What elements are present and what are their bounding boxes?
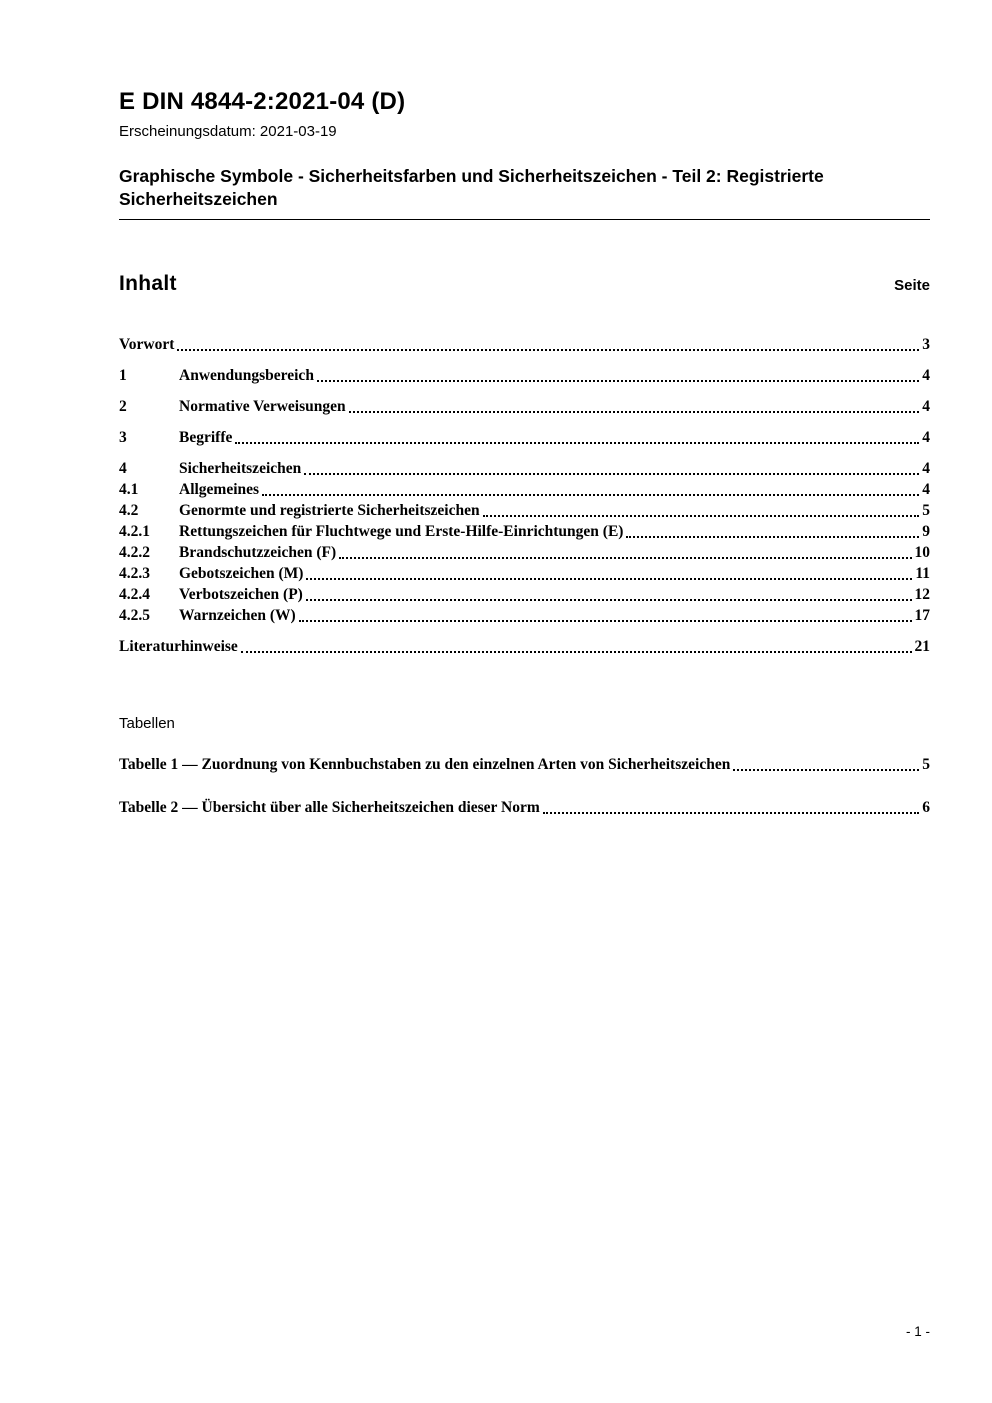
toc-header xyxy=(119,272,930,296)
dotted-leader xyxy=(483,515,920,517)
toc-entry-number: 4.2 xyxy=(119,502,139,520)
toc-entry-number: 4.2.4 xyxy=(119,586,150,604)
dotted-leader xyxy=(306,599,912,601)
toc-entry-page: 11 xyxy=(915,565,930,583)
toc-entry-page: 5 xyxy=(922,502,930,520)
toc-entry-label: Normative Verweisungen xyxy=(179,398,346,416)
table-entry-page: 6 xyxy=(922,799,930,817)
toc-entry-label: Vorwort xyxy=(119,336,175,354)
page-number: - 1 - xyxy=(905,1324,930,1339)
toc-entry xyxy=(119,500,930,521)
toc-entry-page: 21 xyxy=(914,638,930,656)
toc-entry-label: Brandschutzzeichen (F) xyxy=(179,544,337,562)
dotted-leader xyxy=(306,578,912,580)
toc-heading: Inhalt xyxy=(119,272,177,296)
publish-date: Erscheinungsdatum: 2021-03-19 xyxy=(119,123,337,140)
dotted-leader xyxy=(299,620,912,622)
toc-entry-number: 3 xyxy=(119,429,127,447)
tables-heading: Tabellen xyxy=(119,715,175,733)
toc-entry xyxy=(119,427,930,448)
toc-entry-page: 10 xyxy=(914,544,930,562)
toc-entry-page: 4 xyxy=(922,481,930,499)
toc-entry-page: 4 xyxy=(922,398,930,416)
toc-entry xyxy=(119,636,930,657)
table-entry-page: 5 xyxy=(922,756,930,774)
dotted-leader xyxy=(317,380,919,382)
toc-entry-page: 4 xyxy=(922,460,930,478)
toc-entry-number: 4.1 xyxy=(119,481,139,499)
toc-entry-label: Begriffe xyxy=(179,429,233,447)
dotted-leader xyxy=(339,557,911,559)
toc-entry-page: 12 xyxy=(914,586,930,604)
document-title: Graphische Symbole - Sicherheitsfarben und Sicherheitszeichen - Teil 2: Registrierte Sicherheitszeichen xyxy=(119,165,930,220)
toc-entry-page: 4 xyxy=(922,367,930,385)
table-entry-label: Tabelle 1 — Zuordnung von Kennbuchstaben zu den einzelnen Arten von Sicherheitszeichen xyxy=(119,756,731,774)
toc-entry xyxy=(119,396,930,417)
toc-entry xyxy=(119,605,930,626)
toc-entry-label: Verbotszeichen (P) xyxy=(179,586,303,604)
toc-entry-label: Genormte und registrierte Sicherheitszeichen xyxy=(179,502,480,520)
dotted-leader xyxy=(241,651,912,653)
dotted-leader xyxy=(235,442,919,444)
toc-entry-number: 2 xyxy=(119,398,127,416)
toc-entry-number: 1 xyxy=(119,367,127,385)
toc-entry-page: 3 xyxy=(922,336,930,354)
page-column-label: Seite xyxy=(894,277,930,295)
document-code: E DIN 4844-2:2021-04 (D) xyxy=(119,88,406,115)
toc-entry-number: 4.2.3 xyxy=(119,565,150,583)
toc-entry-number: 4.2.2 xyxy=(119,544,150,562)
toc-entry-page: 9 xyxy=(922,523,930,541)
toc-entry xyxy=(119,365,930,386)
toc-entry-number: 4.2.1 xyxy=(119,523,150,541)
dotted-leader xyxy=(177,349,919,351)
toc-entry xyxy=(119,458,930,479)
dotted-leader xyxy=(733,769,919,771)
toc-entry-number: 4.2.5 xyxy=(119,607,150,625)
toc-entry xyxy=(119,334,930,355)
toc-entry-label: Allgemeines xyxy=(179,481,260,499)
toc-entry-page: 4 xyxy=(922,429,930,447)
toc-entry-label: Anwendungsbereich xyxy=(179,367,314,385)
table-entries xyxy=(119,754,930,818)
toc-entry-label: Gebotszeichen (M) xyxy=(179,565,304,583)
dotted-leader xyxy=(262,494,919,496)
toc-entry-label: Rettungszeichen für Fluchtwege und Erste-Hilfe-Einrichtungen (E) xyxy=(179,523,624,541)
table-entry-label: Tabelle 2 — Übersicht über alle Sicherheitszeichen dieser Norm xyxy=(119,799,540,817)
table-entry xyxy=(119,797,930,818)
toc-entry xyxy=(119,563,930,584)
toc-entry xyxy=(119,584,930,605)
toc-entry xyxy=(119,479,930,500)
toc-entry-label: Literaturhinweise xyxy=(119,638,238,656)
toc-entry-label: Sicherheitszeichen xyxy=(179,460,302,478)
toc-entry-label: Warnzeichen (W) xyxy=(179,607,296,625)
table-entry xyxy=(119,754,930,775)
dotted-leader xyxy=(543,812,920,814)
dotted-leader xyxy=(626,536,919,538)
toc-entry-page: 17 xyxy=(914,607,930,625)
toc-entries xyxy=(119,334,930,657)
dotted-leader xyxy=(304,473,919,475)
toc-entry-number: 4 xyxy=(119,460,127,478)
toc-entry xyxy=(119,542,930,563)
toc-entry xyxy=(119,521,930,542)
dotted-leader xyxy=(349,411,920,413)
